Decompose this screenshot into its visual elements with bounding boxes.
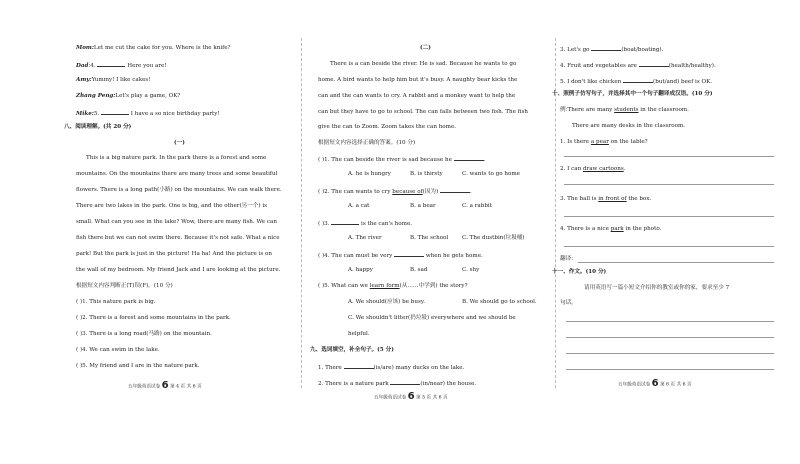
option[interactable]: A. The river	[348, 235, 382, 241]
page-5	[302, 0, 554, 464]
rewrite-sentence-3: 3. The ball is in front of the box.	[560, 196, 652, 202]
section-10-heading: 十、照例子仿写句子，并选择其中一个句子翻译成汉语。(10 分)	[552, 91, 713, 97]
dialogue-line-5: Mike:5. I have a so nice birthday party!	[76, 111, 220, 117]
answer-blank[interactable]	[101, 109, 129, 115]
fill-question-4[interactable]: 4. Fruit and vegetables are (health/healthy).	[560, 63, 716, 69]
rewrite-sentence-2: 2. I can draw cartoons.	[560, 166, 626, 172]
option[interactable]: A. happy	[348, 267, 373, 273]
option[interactable]: B. We should go to school.	[462, 299, 537, 305]
essay-line[interactable]	[566, 353, 774, 354]
passage-line: small. What can you see in the lake? Wow, there are many fish. We can	[76, 219, 277, 225]
answer-line[interactable]	[564, 246, 774, 247]
dialogue-line-1: Mom:Let me cut the cake for you. Where is the knife?	[76, 45, 231, 51]
essay-instruction: 请用英语写一篇小短文介绍你的教室或你的家，要求至少 7	[584, 285, 730, 291]
page-footer: 五年级英语试卷 6 第 6 页 共 6 页	[618, 378, 692, 389]
option[interactable]: A. a cat	[348, 203, 370, 209]
page-footer: 五年级英语试卷 6 第 4 页 共 6 页	[128, 380, 202, 391]
mc-question-2[interactable]: ( )2. The can wants to cry because of(因为) .	[318, 189, 472, 195]
page-4	[0, 0, 300, 464]
essay-instruction-cont: 句话。	[560, 300, 577, 306]
option[interactable]: A. We should(应该) be busy.	[348, 299, 426, 305]
option[interactable]: A. he is hungry	[348, 171, 391, 177]
rewrite-sentence-4: 4. There is a nice park in the photo.	[560, 226, 662, 232]
tf-question-5[interactable]: ( )5. My friend and I are in the nature park.	[76, 363, 200, 369]
tf-question-4[interactable]: ( )4. We can swim in the lake.	[76, 347, 160, 353]
passage-line: give the can to Zoom. Zoom takes the can home.	[318, 124, 457, 130]
mc-question-3[interactable]: ( )3. is the can's home.	[318, 221, 413, 227]
answer-line[interactable]	[564, 216, 774, 217]
option[interactable]: B. a bear	[410, 203, 436, 209]
option[interactable]: B. is thirsty	[410, 171, 443, 177]
page-6	[552, 0, 800, 464]
translate-answer-line[interactable]	[578, 262, 774, 263]
dialogue-line-4: Zhang Peng:Let's play a game, OK?	[76, 93, 181, 99]
mc-question-5[interactable]: ( )5. What can we learn form(从……中学到) the story?	[318, 283, 468, 289]
part-1-title: (一)	[174, 140, 185, 146]
passage-line: can but they have to go to school. The can falls between two fish. The fish	[318, 109, 528, 115]
page-footer: 五年级英语试卷 6 第 5 页 共 6 页	[374, 391, 448, 402]
passage-line: This is a big nature park. In the park there is a forest and some	[86, 155, 267, 161]
instruction: 根据短文内容判断正(T)误(F)。(10 分)	[76, 283, 173, 289]
section-8-heading: 八、阅读理解。(共 20 分)	[64, 124, 132, 130]
essay-line[interactable]	[566, 321, 774, 322]
answer-blank[interactable]	[97, 61, 125, 67]
section-9-heading: 九、选词填空，补全句子。(5 分)	[310, 347, 394, 353]
passage-line: can and the can wants to cry. A rabbit and a monkey want to help the	[318, 93, 516, 99]
fill-question-3[interactable]: 3. Let's go (boat/boating).	[560, 47, 664, 53]
essay-line[interactable]	[566, 369, 774, 370]
dialogue-line-3: Amy:Yummy! I like cakes!	[76, 77, 151, 83]
answer-line[interactable]	[564, 184, 774, 185]
part-2-title: (二)	[420, 45, 431, 51]
passage-line: fish there but we can not swim there. Because it's not safe. What a nice	[76, 235, 280, 241]
option[interactable]: C. The dustbin(垃圾桶)	[462, 235, 525, 241]
passage-line: home. A bird wants to help him but it's busy. A naughty bear kicks the	[318, 77, 518, 83]
option[interactable]: C. shy	[462, 267, 480, 273]
tf-question-1[interactable]: ( )1. This nature park is big.	[76, 299, 156, 305]
essay-line[interactable]	[566, 337, 774, 338]
fill-question-2[interactable]: 2. There is a nature park (in/near) the house.	[318, 381, 477, 387]
option[interactable]: B. The school	[410, 235, 449, 241]
mc-question-4[interactable]: ( )4. The can must be very when he gets home.	[318, 253, 483, 259]
example-line-1: 例:There are many students in the classroom.	[560, 107, 689, 113]
example-line-2: There are many desks in the classroom.	[572, 123, 686, 129]
instruction: 根据短文内容选择正确的答案。(10 分)	[318, 140, 416, 146]
passage-line: flowers. There is a long path(小路) on the mountains. We can walk there.	[76, 187, 282, 193]
translate-label: 翻译:	[560, 256, 574, 262]
section-11-heading: 十一、作文。(10 分)	[552, 269, 607, 275]
option-continuation: helpful.	[348, 331, 370, 337]
mc-question-1[interactable]: ( )1. The can beside the river is sad because he .	[318, 157, 486, 163]
passage-line: the wall of my bedroom. My friend Jack and I are looking at the picture.	[76, 267, 281, 273]
answer-line[interactable]	[564, 156, 774, 157]
fill-question-1[interactable]: 1. There (is/are) many ducks on the lake.	[318, 365, 465, 371]
passage-line: park! But the park is just in the picture! Ha ha! And the picture is on	[76, 251, 273, 257]
fill-question-5[interactable]: 5. I don't like chicken (but/and) beef is OK.	[560, 79, 713, 85]
dialogue-line-2: Dad:4. Here you are!	[76, 63, 167, 69]
tf-question-2[interactable]: ( )2. There is a forest and some mountains in the park.	[76, 315, 231, 321]
option[interactable]: B. sad	[410, 267, 428, 273]
tf-question-3[interactable]: ( )3. There is a long road(马路) on the mountain.	[76, 331, 212, 337]
passage-line: There are two lakes in the park. One is big, and the other(另一个) is	[76, 203, 268, 209]
passage-line: There is a can beside the river. He is sad. Because he wants to go	[330, 61, 517, 67]
rewrite-sentence-1: 1. Is there a pear on the table?	[560, 139, 648, 145]
option[interactable]: C. wants to go home	[462, 171, 520, 177]
option[interactable]: C. We shouldn't litter(扔垃圾) everywhere and we should be	[348, 315, 516, 321]
option[interactable]: C. a rabbit	[462, 203, 492, 209]
passage-line: mountains. On the mountains there are many trees and some beautiful	[76, 171, 278, 177]
